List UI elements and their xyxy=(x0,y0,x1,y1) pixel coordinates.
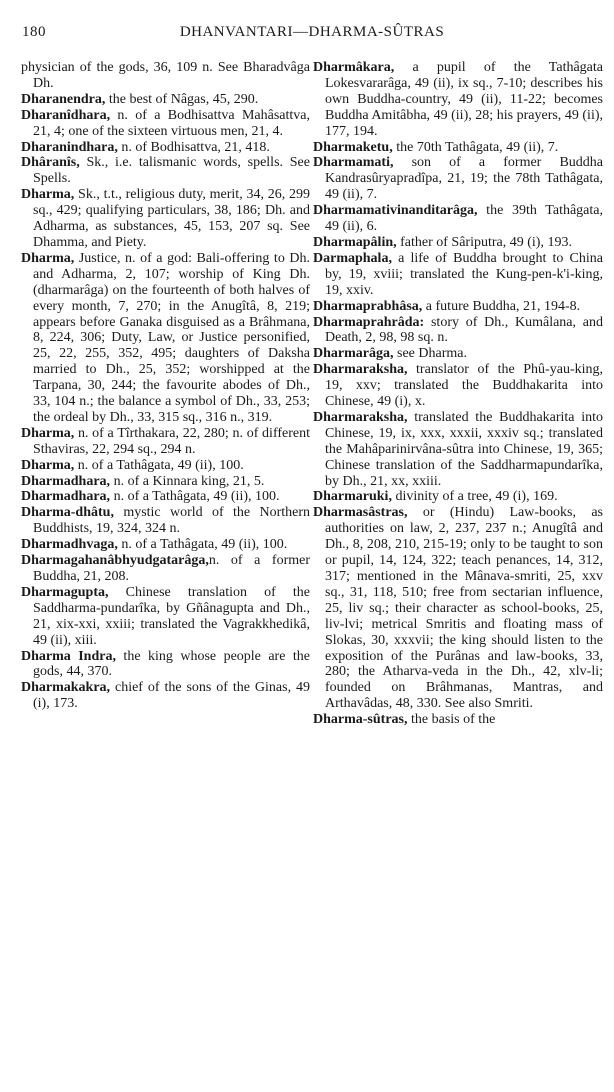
entry-headword: Darmaphala, xyxy=(313,250,392,266)
index-entry xyxy=(313,140,603,156)
index-entry xyxy=(313,155,603,203)
index-entry xyxy=(313,346,603,362)
entry-headword: Dharmaraksha, xyxy=(313,362,408,378)
entry-text: son of a former Buddha Kandrasûryapradîpa, 21, 19; the 78th Tathâgata, 49 (ii), 7. xyxy=(325,155,603,203)
page-header xyxy=(22,24,602,46)
entry-headword: Dharmamativinanditarâga, xyxy=(313,203,478,219)
entry-headword: Dharanendra, xyxy=(21,91,106,107)
entry-text: see Dharma. xyxy=(393,346,467,362)
entry-text: chief of the sons of the Ginas, 49 (i), 173. xyxy=(33,680,310,712)
entry-text: translated the Buddhakarita into Chinese, 19, ix, xxx, xxxii, xxxiv sq.; translated the Mahâparinirvâna-sûtra into Chinese, 19, 365; Chinese translation of the Saddharmapundarîka, by Dh., 21, xx, xxiii. xyxy=(325,409,603,489)
index-entry xyxy=(21,489,310,505)
entry-text: Chinese translation of the Saddharma-pundarîka, by Gñânagupta and Dh., 21, xix-xxi, xxiii; translated the Vagrakkhedikâ, 49 (ii), xiii. xyxy=(33,584,310,648)
entry-text: n. of a Tathâgata, 49 (ii), 100. xyxy=(74,457,244,473)
entry-text: the basis of the xyxy=(407,712,496,728)
entry-headword: Dharmaraksha, xyxy=(313,409,408,425)
index-entry xyxy=(21,585,310,649)
entry-headword: Dharmaprahrâda: xyxy=(313,314,425,330)
index-entry xyxy=(21,92,310,108)
entry-headword: Dharmaprabhâsa, xyxy=(313,298,423,314)
index-entry xyxy=(313,60,603,140)
index-entry xyxy=(21,458,310,474)
entry-text: father of Sâriputra, 49 (i), 193. xyxy=(396,234,572,250)
index-entry xyxy=(21,680,310,712)
entry-text: mystic world of the Northern Buddhists, 19, 324, 324 n. xyxy=(33,505,310,537)
entry-text: a pupil of the Tathâgata Lokesvararâga, 49 (ii), ix sq., 7-10; describes his own Buddha-country, 49 (ii), 11-22; becomes Buddha Amitâbha, 49 (ii), 28; his prayers, 49 (ii), 177, 194. xyxy=(325,60,603,139)
entry-text: n. of a Tîrthakara, 22, 280; n. of different Sthaviras, 22, 294 sq., 294 n. xyxy=(33,425,310,457)
entry-headword: Dharma-sûtras, xyxy=(313,712,408,728)
entry-headword: Dhâranîs, xyxy=(21,155,80,171)
entry-headword: Dharanîdhara, xyxy=(21,107,111,123)
entry-headword: Dharmasâstras, xyxy=(313,505,408,521)
entry-text: n. of a Kinnara king, 21, 5. xyxy=(110,473,265,489)
entry-text: n. of a former Buddha, 21, 208. xyxy=(33,553,310,584)
entry-headword: Dharma, xyxy=(21,457,75,473)
entry-headword: Dharmâkara, xyxy=(313,60,395,75)
index-entry xyxy=(21,474,310,490)
entry-text: the 70th Tathâgata, 49 (ii), 7. xyxy=(392,139,559,155)
index-entry xyxy=(21,140,310,156)
entry-text: divinity of a tree, 49 (i), 169. xyxy=(391,489,558,505)
index-entry xyxy=(21,187,310,251)
entry-text: n. of a Bodhisattva Mahâsattva, 21, 4; one of the sixteen virtuous men, 21, 4. xyxy=(33,107,310,139)
index-entry xyxy=(313,315,603,347)
entry-headword: Dharmamati, xyxy=(313,155,394,171)
index-entry xyxy=(21,60,310,92)
entry-headword: Dharma-dhâtu, xyxy=(21,505,114,521)
entry-headword: Dharma, xyxy=(21,425,75,441)
left-column xyxy=(21,60,310,712)
entry-text: a future Buddha, 21, 194-8. xyxy=(422,298,581,314)
index-entry xyxy=(21,108,310,140)
entry-headword: Dharanindhara, xyxy=(21,139,118,155)
index-entry xyxy=(21,553,310,585)
entry-headword: Dharmaruki, xyxy=(313,489,392,505)
entry-text: the best of Nâgas, 45, 290. xyxy=(105,91,259,107)
entry-text: physician of the gods, 36, 109 n. See Bharadvâga Dh. xyxy=(21,60,310,91)
index-entry xyxy=(21,505,310,537)
index-entry xyxy=(21,426,310,458)
entry-headword: Dharmapâlin, xyxy=(313,234,397,250)
index-entry xyxy=(21,537,310,553)
entry-text: the 39th Tathâgata, 49 (ii), 6. xyxy=(325,203,603,235)
entry-headword: Dharma, xyxy=(21,187,75,203)
index-entry xyxy=(313,410,603,490)
index-entry xyxy=(313,489,603,505)
entry-headword: Dharma, xyxy=(21,250,75,266)
index-entry xyxy=(313,203,603,235)
entry-text: n. of a Tathâgata, 49 (ii), 100. xyxy=(110,489,280,505)
entry-text: n. of Bodhisattva, 21, 418. xyxy=(117,139,270,155)
entry-text: Sk., i.e. talismanic words, spells. See Spells. xyxy=(33,155,310,187)
right-column xyxy=(313,60,603,728)
entry-text: Justice, n. of a god: Bali-offering to Dh. and Adharma, 2, 107; worship of King Dh. (dharmarâga) on the fourteenth of both halves of every month, 7, 270; in the Anugîtâ, 8, 219; appears before Ganaka disguised as a Brâhmana, 8, 224, 306; Duty, Law, or Justice personified, 25, 22, 255, 352, 495; daughters of Daksha married to Dh., 25, 352; worshipped at the Tarpana, 30, 244; the favourite abodes of Dh., 33, 104 n.; the balance a symbol of Dh., 33, 253; the ordeal by Dh., 33, 315 sq., 316 n., 319. xyxy=(33,250,310,425)
entry-headword: Dharma Indra, xyxy=(21,648,116,664)
entry-headword: Dharmagahanâbhyudgatarâga, xyxy=(21,553,209,569)
entry-headword: Dharmaketu, xyxy=(313,139,393,155)
entry-headword: Dharmadhvaga, xyxy=(21,537,118,553)
entry-text: story of Dh., Kumâlana, and Death, 2, 98, 98 sq. n. xyxy=(325,314,603,346)
entry-headword: Dharmarâga, xyxy=(313,346,394,362)
page-number: 180 xyxy=(22,24,46,40)
index-entry xyxy=(313,299,603,315)
entry-text: n. of a Tathâgata, 49 (ii), 100. xyxy=(117,537,288,553)
index-entry xyxy=(21,155,310,187)
index-entry xyxy=(313,235,603,251)
index-entry xyxy=(313,251,603,299)
index-entry xyxy=(313,505,603,712)
entry-text: Sk., t.t., religious duty, merit, 34, 26, 299 sq., 429; qualifying particulars, 38, 186; Dh. and Adharma, as substances, 45, 153, 207 sq. See Dhamma, and Piety. xyxy=(33,187,310,250)
index-entry xyxy=(21,251,310,426)
index-entry xyxy=(313,712,603,728)
entry-headword: Dharmagupta, xyxy=(21,584,109,600)
entry-headword: Dharmadhara, xyxy=(21,489,111,505)
entry-headword: Dharmakakra, xyxy=(21,680,111,696)
entry-text: or (Hindu) Law-books, as authorities on law, 2, 237, 237 n.; Anugîtâ and Dh., 8, 208, 210, 215-19; only to be taught to son or pupil, 14, 124, 322; teach penances, 14, 312, 317; mentioned in the Mânava-smriti, 25, xxv sq., 31, 118, 510; free from sectarian influence, 25, liv sq.; their character as school-books, 25, liv-lvi; metrical Smritis and floating mass of Slokas, 30, xxxvii; the king should listen to the exposition of the Purânas and law-books, 33, 280; the Atharva-veda in the Dh., 42, xlv-li; founded on Brâhmanas, Mantras, and Arthavâdas, 48, 330. See also Smriti. xyxy=(325,505,603,712)
entry-text: the king whose people are the gods, 44, 370. xyxy=(33,648,310,680)
running-head: DHANVANTARI—DHARMA-SÛTRAS xyxy=(179,24,445,40)
entry-text: translator of the Phû-yau-king, 19, xxv; translated the Buddhakarita into Chinese, 49 (i), x. xyxy=(325,362,603,410)
index-entry xyxy=(21,649,310,681)
entry-text: a life of Buddha brought to China by, 19, xviii; translated the Kung-pen-k'i-king, 19, xxiv. xyxy=(325,250,603,298)
index-entry xyxy=(313,362,603,410)
entry-headword: Dharmadhara, xyxy=(21,473,111,489)
